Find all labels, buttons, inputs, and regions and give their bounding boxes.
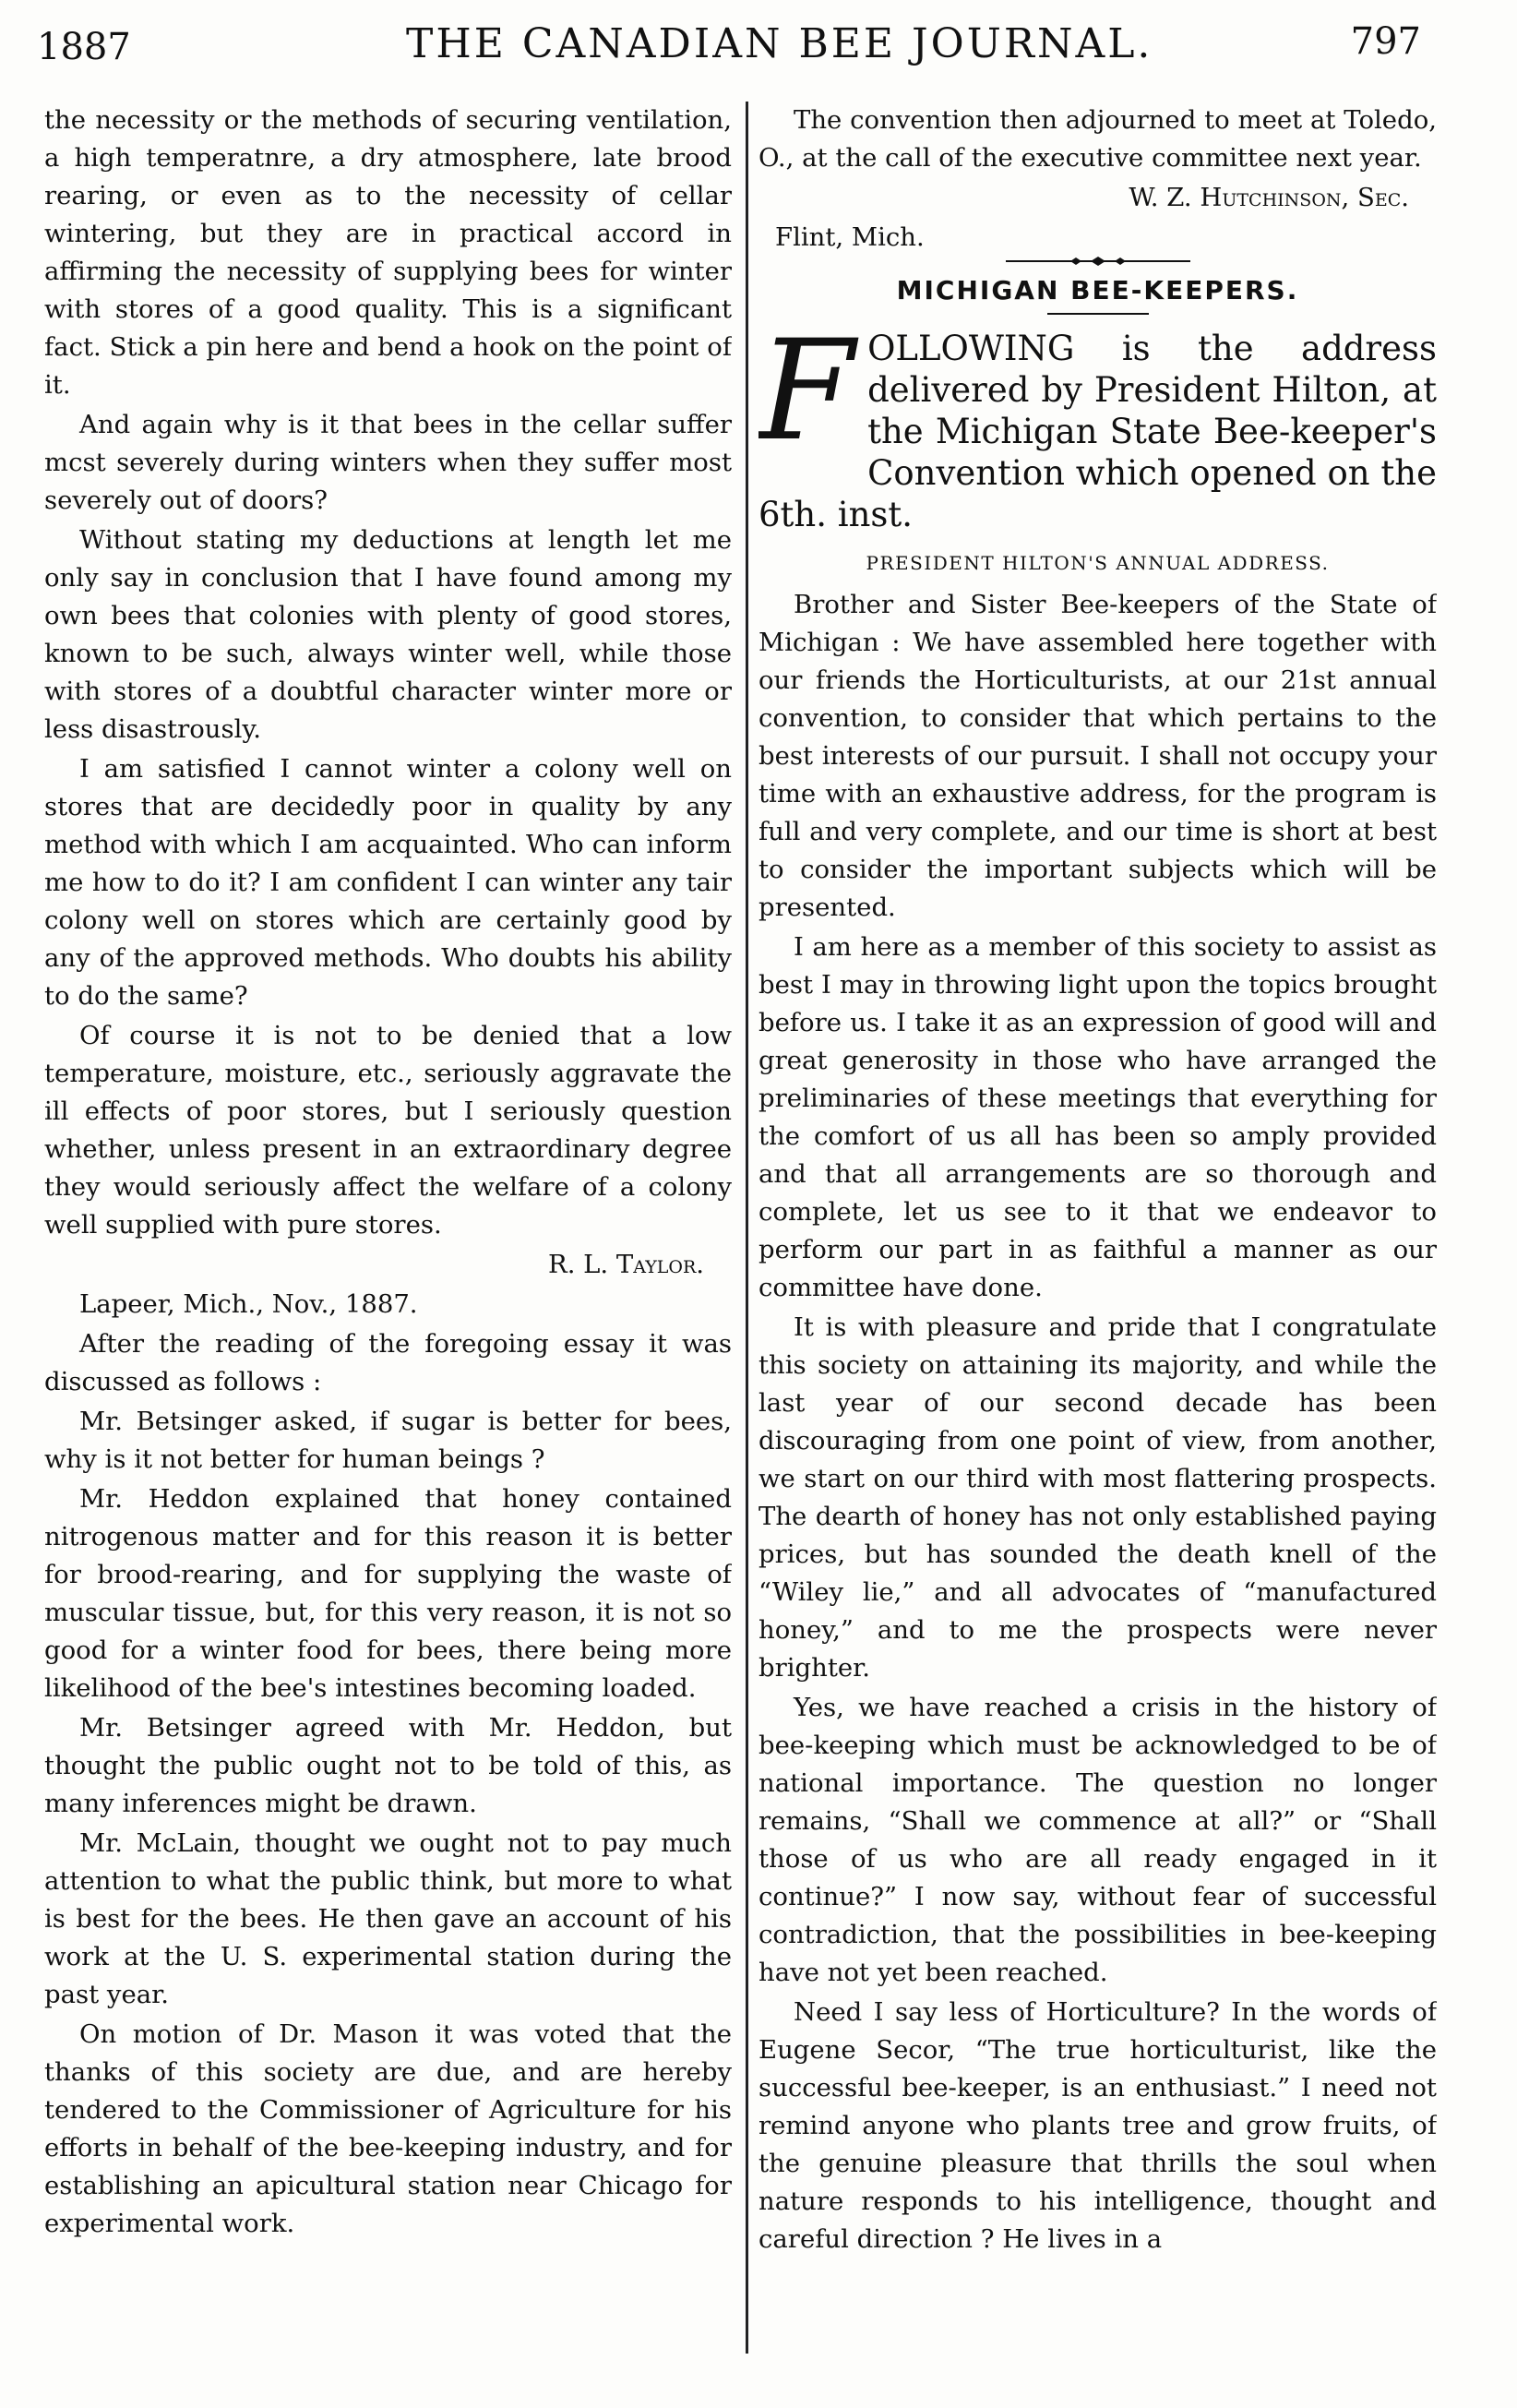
title-rule <box>1047 313 1149 315</box>
paragraph: After the reading of the foregoing essay it was discussed as follows : <box>44 1329 732 1396</box>
paragraph: the necessity or the methods of securing ventilation, a high temperatnre, a dry atmosphere, late brood rearing, or even as to the necessity of cellar wintering, but they are in practical accord in affirming the necessity of supplying bees for winter with stores of a good quality. This is a significant fact. Stick a pin here and bend a hook on the point of it. <box>44 105 732 400</box>
section-title: MICHIGAN BEE-KEEPERS. <box>896 275 1299 305</box>
right-column <box>758 102 1437 2363</box>
ornament-divider <box>758 255 1437 268</box>
lead-text: OLLOWING is the address delivered by President Hilton, at the Michigan State Bee-keeper's Convention which opened on the 6th. inst. <box>758 329 1437 534</box>
place-date: Lapeer, Mich., Nov., 1887. <box>79 1289 418 1319</box>
paragraph: And again why is it that bees in the cellar suffer mcst severely during winters when they suffer most severely out of doors? <box>44 410 732 515</box>
paragraph: I am here as a member of this society to assist as best I may in throwing light upon the topics brought before us. I take it as an expression of good will and great generosity in those who have arranged the preliminaries of these meetings that everything for the comfort of us all has been so amply provided and that all arrangements are so thorough and complete, let us see to it that we endeavor to perform our part in as faithful a manner as our committee have done. <box>758 932 1437 1302</box>
paragraph: Brother and Sister Bee-keepers of the State of Michigan : We have assembled here together with our friends the Horticulturists, at our 21st annual convention, to consider that which pertains to the best interests of our pursuit. I shall not occupy your time with an exhaustive address, for the program is full and very complete, and our time is short at best to consider the important subjects which will be presented. <box>758 590 1437 922</box>
paragraph: The convention then adjourned to meet at Toledo, O., at the call of the executive committee next year. <box>758 105 1437 173</box>
place: Flint, Mich. <box>775 222 925 252</box>
paragraph: It is with pleasure and pride that I congratulate this society on attaining its majority, and while the last year of our second decade has been discouraging from one point of view, from another, we start on our third with most flattering prospects. The dearth of honey has not only established paying prices, but has sounded the death knell of the “Wiley lie,” and all advocates of “manufactured honey,” and to me the prospects were never brighter. <box>758 1312 1437 1683</box>
column-divider <box>746 102 748 2354</box>
drop-cap: F <box>758 311 855 472</box>
page-header <box>37 20 1421 76</box>
paragraph: Mr. Betsinger agreed with Mr. Heddon, but thought the public ought not to be told of this, as many inferences might be drawn. <box>44 1713 732 1818</box>
paragraph: Mr. McLain, thought we ought not to pay much attention to what the public think, but more to what is best for the bees. He then gave an account of his work at the U. S. experimental station during the past year. <box>44 1828 732 2009</box>
address-subheading: PRESIDENT HILTON'S ANNUAL ADDRESS. <box>866 552 1330 574</box>
lead-paragraph <box>758 311 1437 535</box>
paragraph: On motion of Dr. Mason it was voted that the thanks of this society are due, and are hereby tendered to the Commissioner of Agriculture for his efforts in behalf of the bee-keeping industry, and for establishing an apicultural station near Chicago for experimental work. <box>44 2019 732 2238</box>
left-column <box>44 102 732 2363</box>
paragraph: Yes, we have reached a crisis in the history of bee-keeping which must be acknowledged to be of national importance. The question no longer remains, “Shall we commence at all?” or “Shall those of us who are all ready engaged in it continue?” I now say, without fear of successful contradiction, that the possibilities in bee-keeping have not yet been reached. <box>758 1693 1437 1987</box>
author-signature: R. L. Taylor. <box>547 1250 704 1279</box>
paragraph: Without stating my deductions at length let me only say in conclusion that I have found among my own bees that colonies with plenty of good stores, known to be such, always winter well, while those with stores of a doubtful character winter more or less disastrously. <box>44 525 732 744</box>
paragraph: I am satisfied I cannot winter a colony well on stores that are decidedly poor in quality by any method with which I am acquainted. Who can inform me how to do it? I am confident I can winter any tair colony well on stores which are certainly good by any of the approved methods. Who doubts his ability to do the same? <box>44 754 732 1011</box>
paragraph: Of course it is not to be denied that a low temperature, moisture, etc., seriously aggravate the ill effects of poor stores, but I seriously question whether, unless present in an extraordinary degree they would seriously affect the welfare of a colony well supplied with pure stores. <box>44 1021 732 1240</box>
secretary-signature: W. Z. Hutchinson, Sec. <box>1129 183 1409 212</box>
paragraph: Mr. Heddon explained that honey contained nitrogenous matter and for this reason it is better for brood-rearing, and for supplying the waste of muscular tissue, but, for this very reason, it is not so good for a winter food for bees, there being more likelihood of the bee's intestines becoming loaded. <box>44 1484 732 1703</box>
journal-title: THE CANADIAN BEE JOURNAL. <box>406 20 1153 67</box>
paragraph: Need I say less of Horticulture? In the words of Eugene Secor, “The true horticulturist, like the successful bee-keeper, is an enthusiast.” I need not remind anyone who plants tree and grow fruits, of the genuine pleasure that thrills the soul when nature responds to his intelligence, thought and careful direction ? He lives in a <box>758 1997 1437 2254</box>
page-number: 797 <box>1350 20 1421 63</box>
header-year: 1887 <box>37 26 131 68</box>
paragraph: Mr. Betsinger asked, if sugar is better for bees, why is it not better for human beings ? <box>44 1407 732 1474</box>
